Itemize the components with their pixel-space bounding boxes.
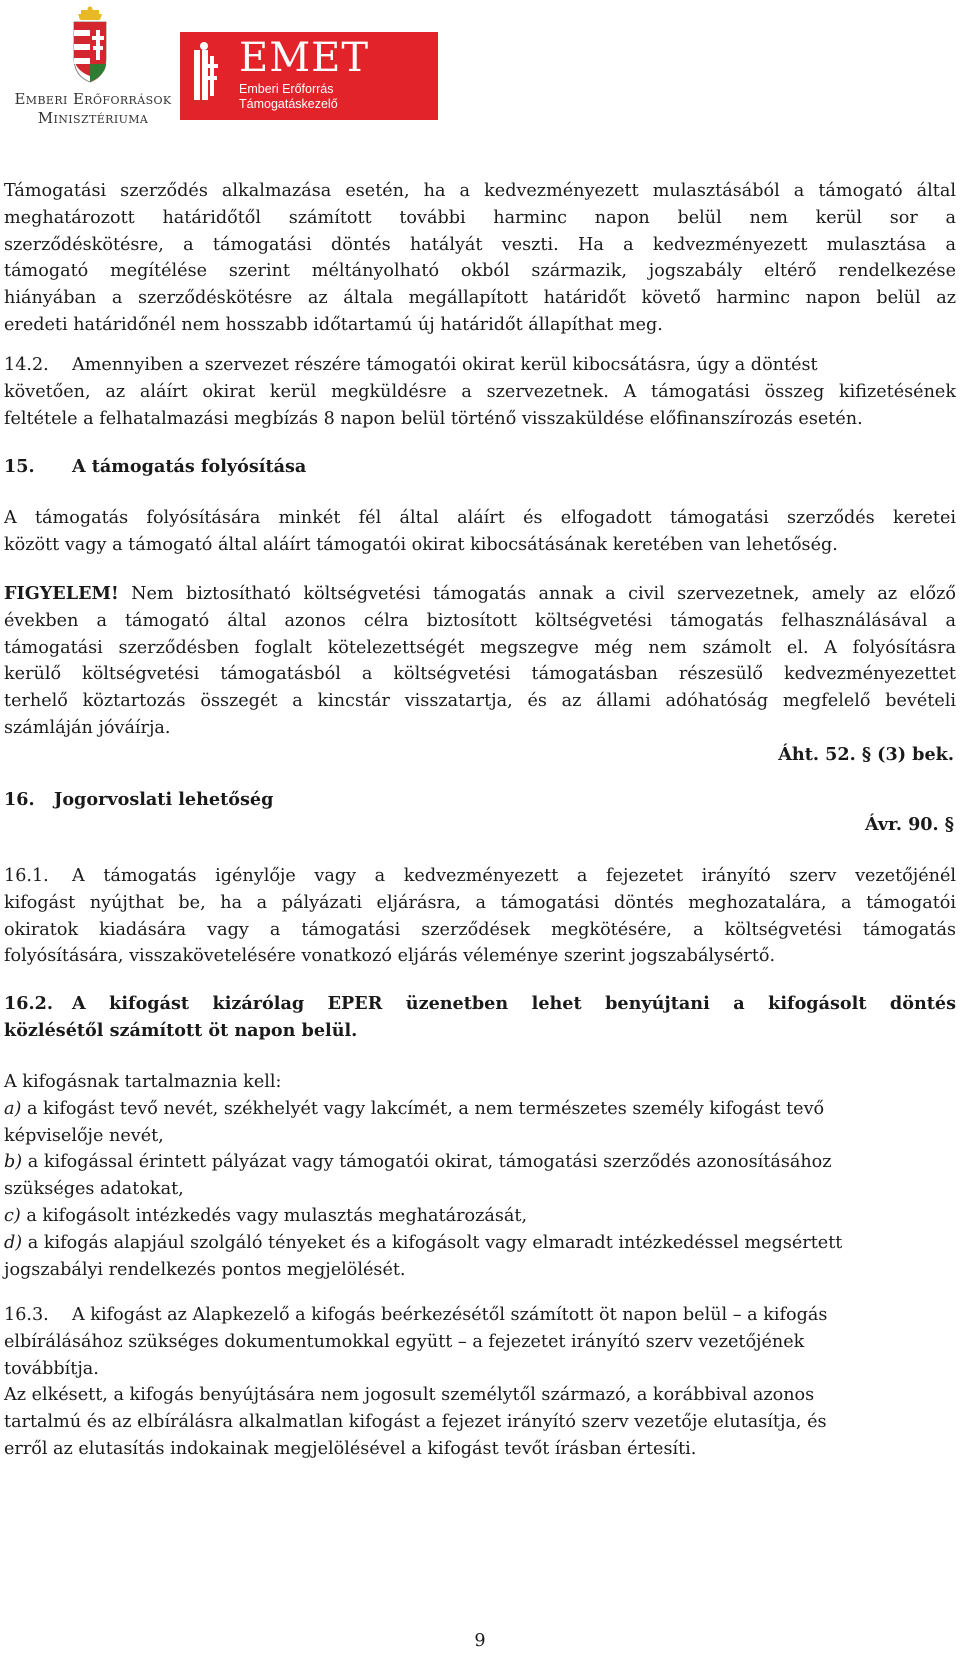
emmi-logo-line1: Emberi Erőforrások xyxy=(14,90,172,108)
section-15-paragraph xyxy=(4,505,956,559)
emet-logo-sub1: Emberi Erőforrás xyxy=(239,82,334,96)
emet-logo-sub2: Támogatáskezelő xyxy=(239,97,338,111)
list-item xyxy=(4,1149,956,1176)
list-marker: c) xyxy=(4,1205,21,1226)
section-text: A támogatás igénylője vagy a kedvezményezett a fejezetet irányító szerv vezetőjénél xyxy=(72,866,956,886)
emmi-logo xyxy=(4,6,174,126)
section-number: 16.3. xyxy=(4,1305,49,1325)
section-title: Jogorvoslati lehetőség xyxy=(54,789,274,810)
section-14-2 xyxy=(4,352,956,432)
section-16-1 xyxy=(4,863,956,970)
list-item-continuation: jogszabályi rendelkezés pontos megjelölését. xyxy=(4,1259,406,1280)
warning-line xyxy=(4,581,956,608)
paragraph-line: A támogatás folyósítására minkét fél által aláírt és elfogadott támogatási szerződés keretei xyxy=(4,508,956,528)
list-item xyxy=(4,1230,956,1257)
list-marker: a) xyxy=(4,1098,22,1119)
heading-line xyxy=(4,787,956,814)
warning-line: támogatási szerződésben foglalt kötelezettségét megszegve még nem számolt el. A folyósításra xyxy=(4,637,956,658)
section-16-1-line: okiratok kiadására vagy a támogatási szerződések megkötésére, a költségvetési támogatás xyxy=(4,919,956,940)
warning-line: terhelő köztartozás összegét a kincstár visszatartja, és az állami adóhatóság megfelelő bevételi xyxy=(4,691,956,712)
section-14-2-line: feltétele a felhatalmazási megbízás 8 napon belül történő visszaküldése előfinanszírozás esetén. xyxy=(4,408,863,429)
list-item-text: a kifogással érintett pályázat vagy támogatói okirat, támogatási szerződés azonosításához xyxy=(27,1152,832,1173)
intro-paragraph xyxy=(4,178,956,339)
emmi-logo-text xyxy=(8,90,178,128)
list-intro: A kifogásnak tartalmaznia kell: xyxy=(4,1072,282,1092)
list-item-text: a kifogást tevő nevét, székhelyét vagy lakcímét, a nem természetes személy kifogást tevő xyxy=(26,1098,825,1119)
section-number: 14.2. xyxy=(4,355,49,375)
objection-requirements xyxy=(4,1069,956,1283)
section-14-2-line xyxy=(4,352,956,379)
section-16-2 xyxy=(4,991,956,1045)
emet-logo-subtitle xyxy=(239,82,338,112)
warning-paragraph xyxy=(4,581,956,769)
section-14-2-line: követően, az aláírt okirat kerül megküldésre a szervezetnek. A támogatási összeg kifizetésének xyxy=(4,381,956,402)
intro-line: eredeti határidőnél nem hosszabb időtartamú új határidőt állapíthat meg. xyxy=(4,314,663,335)
list-item xyxy=(4,1203,956,1230)
warning-line: években a támogató által azonos célra biztosított költségvetési támogatás felhasználásával a xyxy=(4,610,956,631)
legal-reference: Áht. 52. § (3) bek. xyxy=(778,743,954,765)
warning-line: kerülő költségvetési támogatásból a költségvetési támogatásban részesülő kedvezményezettet xyxy=(4,664,956,685)
section-16-2-line xyxy=(4,991,956,1018)
closing-line: erről az elutasítás indokainak megjelölésével a kifogást tevőt írásban értesíti. xyxy=(4,1438,697,1459)
warning-label: FIGYELEM! xyxy=(4,583,119,604)
intro-line: hiányában a szerződéskötésre az általa megállapított határidőt követő harminc napon belül az xyxy=(4,288,956,309)
warning-line: számláján jóváírja. xyxy=(4,717,171,738)
section-number: 16.1. xyxy=(4,866,49,886)
emet-logo-title: EMET xyxy=(239,35,370,81)
section-16-1-line xyxy=(4,863,956,890)
closing-line: tartalmú és az elbírálásra alkalmatlan kifogást a fejezet irányító szerv vezetője elutasítja, és xyxy=(4,1412,827,1433)
intro-line: Támogatási szerződés alkalmazása esetén, ha a kedvezményezett mulasztásából a támogató által xyxy=(4,181,956,201)
intro-line: meghatározott határidőtől számított további harminc napon belül nem kerül sor a xyxy=(4,207,956,228)
legal-reference: Ávr. 90. § xyxy=(865,814,954,835)
section-number: 16. xyxy=(4,789,35,810)
list-marker: d) xyxy=(4,1232,23,1253)
section-text: A kifogást kizárólag EPER üzenetben lehet benyújtani a kifogásolt döntés xyxy=(72,993,956,1014)
closing-line: Az elkésett, a kifogás benyújtására nem jogosult személytől származó, a korábbival azonos xyxy=(4,1385,815,1406)
section-16-heading xyxy=(4,787,956,814)
emmi-logo-line2: Minisztériuma xyxy=(37,109,149,127)
heading-line xyxy=(4,454,956,481)
list-item-text: a kifogás alapjául szolgáló tényeket és a kifogásolt vagy elmaradt intézkedéssel megsértett xyxy=(27,1232,843,1253)
section-number: 16.2. xyxy=(4,993,53,1014)
intro-line: szerződéskötésre, a támogatási döntés hatályát veszti. Ha a kedvezményezett mulasztása a xyxy=(4,234,956,255)
page-number: 9 xyxy=(474,1631,486,1651)
list-item-continuation: szükséges adatokat, xyxy=(4,1179,184,1200)
intro-line: támogató megítélése szerint méltányolható okból származik, jogszabály eltérő rendelkezése xyxy=(4,261,956,282)
list-item-continuation: képviselője nevét, xyxy=(4,1125,164,1146)
section-15-heading xyxy=(4,454,956,481)
section-16-3 xyxy=(4,1302,956,1463)
emet-logo xyxy=(180,32,438,120)
paragraph-line: között vagy a támogató által aláírt támogatói okirat kibocsátásának keretében van lehetőség. xyxy=(4,534,838,555)
section-number: 15. xyxy=(4,456,35,477)
warning-text: Nem biztosítható költségvetési támogatás annak a civil szervezetnek, amely az előző xyxy=(131,584,956,604)
list-item xyxy=(4,1096,956,1123)
hungarian-coat-of-arms-icon xyxy=(4,6,174,86)
section-16-1-line: folyósítására, visszakövetelésére vonatkozó eljárás véleménye szerint jogszabálysértő. xyxy=(4,946,776,967)
section-text: Amennyiben a szervezet részére támogatói okirat kerül kibocsátásra, úgy a döntést xyxy=(72,355,818,375)
emet-flag-mark-icon xyxy=(180,32,236,120)
section-16-2-line: közlésétől számított öt napon belül. xyxy=(4,1019,358,1041)
list-marker: b) xyxy=(4,1152,23,1173)
section-16-1-line: kifogást nyújthat be, ha a pályázati eljárásra, a támogatási döntés meghozatalára, a támogatói xyxy=(4,892,956,913)
page-header xyxy=(0,0,960,130)
list-item-text: a kifogásolt intézkedés vagy mulasztás meghatározását, xyxy=(26,1205,528,1226)
section-16-3-line: továbbítja. xyxy=(4,1358,99,1379)
section-16-3-line xyxy=(4,1302,956,1329)
section-16-reference xyxy=(4,812,956,839)
section-16-3-line: elbírálásához szükséges dokumentumokkal együtt – a fejezetet irányító szerv vezetőjének xyxy=(4,1331,805,1352)
section-title: A támogatás folyósítása xyxy=(72,456,307,477)
section-text: A kifogást az Alapkezelő a kifogás beérkezésétől számított öt napon belül – a kifogás xyxy=(72,1305,828,1325)
